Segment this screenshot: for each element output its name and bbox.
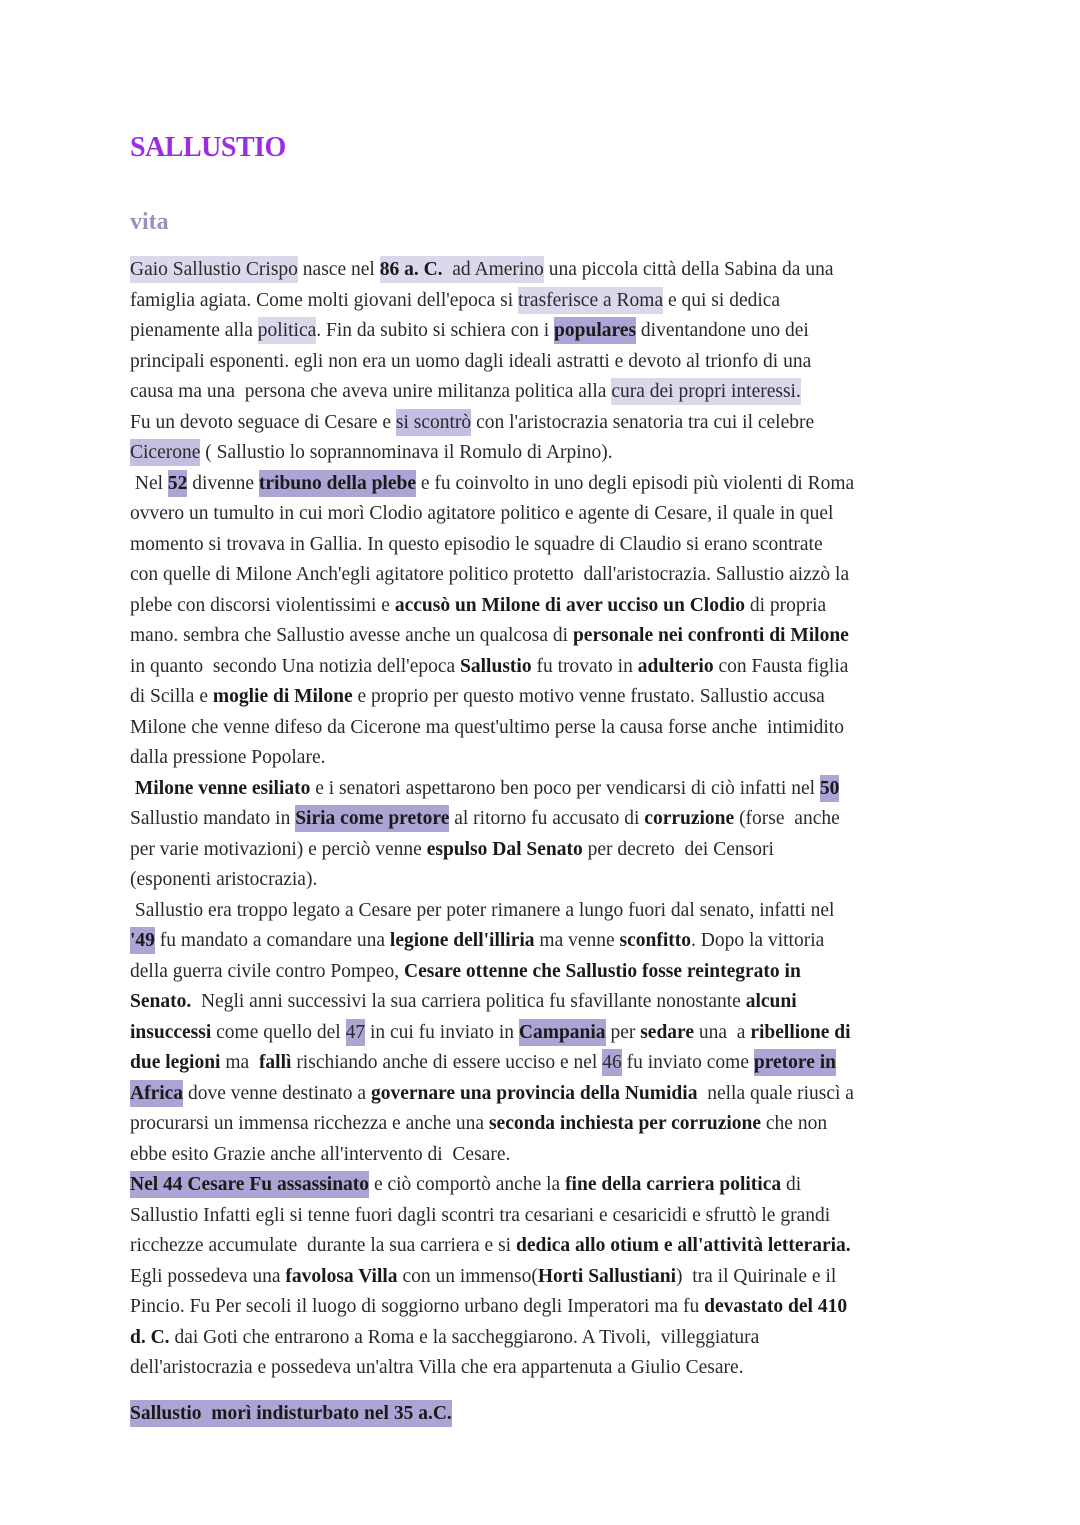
text-run: ricchezze accumulate durante la sua carriera e si: [130, 1235, 516, 1256]
bold-text: adulterio: [637, 655, 714, 677]
text-run: causa ma una persona che aveva unire militanza politica alla: [130, 381, 612, 402]
text-line: [130, 1292, 1030, 1323]
highlighted-text: 46: [602, 1049, 622, 1076]
text-line: [130, 1140, 1030, 1171]
highlighted-text: Cicerone: [130, 439, 200, 466]
text-run: della guerra civile contro Pompeo,: [130, 960, 404, 982]
text-line: [130, 713, 1030, 744]
text-run: per decreto dei Censori: [582, 838, 774, 860]
text-run: ) tra il Quirinale e il: [676, 1265, 837, 1287]
text-line: [130, 896, 1030, 927]
text-line: [130, 316, 1030, 347]
text-line: [130, 621, 1030, 652]
text-run: di Scilla e: [130, 686, 213, 707]
text-line: [130, 438, 1030, 469]
text-run: ma venne: [534, 930, 620, 951]
bold-text: favolosa Villa: [285, 1265, 398, 1287]
text-run: principali esponenti. egli non era un uomo dagli ideali astratti e devoto al trionfo di una: [130, 350, 812, 372]
highlighted-text: 86 a. C.: [380, 256, 453, 283]
text-run: ( Sallustio lo soprannominava il Romulo di Arpino).: [200, 442, 613, 463]
text-run: dove venne destinato a: [183, 1082, 371, 1104]
bold-text: fine della carriera politica: [565, 1174, 782, 1195]
text-line: [130, 408, 1030, 439]
text-run: per varie motivazioni) e perciò venne: [130, 838, 427, 860]
text-run: ebbe esito Grazie anche all'intervento di Cesare.: [130, 1143, 511, 1165]
text-run: dai Goti che entrarono a Roma e la saccheggiarono. A Tivoli, villeggiatura: [169, 1326, 760, 1348]
text-line: [130, 1201, 1030, 1232]
highlighted-text: tribuno della plebe: [259, 470, 416, 497]
text-line: [130, 286, 1030, 317]
text-run: ovvero un tumulto in cui morì Clodio agitatore politico e agente di Cesare, il quale in quel: [130, 503, 834, 524]
bold-text: accusò un Milone di aver ucciso un Clodio: [394, 594, 745, 616]
text-line: [130, 1231, 1030, 1262]
text-line: [130, 1048, 1030, 1079]
bold-text: Cesare ottenne che Sallustio fosse reintegrato in: [404, 960, 801, 982]
highlighted-text: Africa: [130, 1080, 183, 1107]
text-line: [130, 1109, 1030, 1140]
highlighted-text: Siria come pretore: [295, 805, 449, 832]
bold-text: governare una provincia della Numidia: [370, 1082, 698, 1104]
text-run: nasce nel: [297, 259, 380, 280]
text-line: [130, 987, 1030, 1018]
highlighted-text: si scontrò: [396, 409, 471, 436]
bold-text: Milone venne esiliato: [134, 777, 311, 799]
text-line: [130, 499, 1030, 530]
text-line: [130, 682, 1030, 713]
text-run: con quelle di Milone Anch'egli agitatore politico protetto dall'aristocrazia. Sallustio aizzò la: [130, 564, 850, 585]
bold-text: legione dell'illiria: [389, 930, 535, 951]
bold-text: alcuni: [745, 991, 797, 1012]
text-line: [130, 926, 1030, 957]
text-run: e i senatori aspettarono ben poco per vendicarsi di ciò infatti nel: [310, 777, 820, 799]
text-run: Sallustio era troppo legato a Cesare per poter rimanere a lungo fuori dal senato, infatti nel: [130, 899, 835, 921]
text-run: una piccola città della Sabina da una: [543, 259, 834, 280]
text-run: e ciò comportò anche la: [369, 1174, 566, 1195]
text-run: pienamente alla: [130, 320, 258, 341]
text-run: in quanto secondo Una notizia dell'epoca: [130, 655, 461, 677]
bold-text: dedica allo otium e all'attività letteraria.: [515, 1235, 851, 1256]
section-heading: vita: [130, 209, 169, 235]
text-run: di: [781, 1174, 802, 1195]
text-run: come quello del: [211, 1021, 346, 1043]
bold-text: ribellione di: [750, 1021, 851, 1043]
text-line: [130, 1018, 1030, 1049]
bold-text: due legioni: [130, 1052, 221, 1073]
text-run: (esponenti aristocrazia).: [130, 869, 318, 890]
bold-text: corruzione: [644, 808, 735, 829]
highlighted-text: Sallustio morì indisturbato nel 35 a.C.: [130, 1400, 452, 1427]
text-line: [130, 1170, 1030, 1201]
text-run: ma: [220, 1052, 259, 1073]
bold-text: sconfitto: [619, 930, 692, 951]
bold-text: Horti Sallustiani: [537, 1265, 676, 1287]
bold-text: Senato.: [130, 991, 192, 1012]
text-line: [130, 560, 1030, 591]
text-run: una a: [694, 1021, 751, 1043]
text-run: con un immenso(: [397, 1265, 538, 1287]
text-run: . Fin da subito si schiera con i: [316, 320, 555, 341]
closing-line: [130, 1399, 452, 1429]
highlighted-text: Gaio Sallustio Crispo: [130, 256, 298, 283]
bold-text: seconda inchiesta per corruzione: [488, 1113, 762, 1134]
text-line: [130, 377, 1030, 408]
bold-text: espulso Dal Senato: [426, 838, 583, 860]
highlighted-text: pretore in: [754, 1049, 836, 1076]
text-run: Nel: [130, 472, 168, 494]
text-run: momento si trovava in Gallia. In questo episodio le squadre di Claudio si erano scontrate: [130, 533, 823, 555]
highlighted-text: Nel 44 Cesare Fu assassinato: [130, 1171, 369, 1198]
text-line: [130, 1262, 1030, 1293]
text-line: [130, 865, 1030, 896]
bold-text: devastato del 410: [704, 1296, 848, 1317]
text-line: [130, 743, 1030, 774]
bold-text: Sallustio: [460, 655, 532, 677]
highlighted-text: '49: [130, 927, 155, 954]
highlighted-text: ad Amerino: [452, 256, 544, 283]
text-run: e fu coinvolto in uno degli episodi più violenti di Roma: [416, 472, 855, 494]
text-run: in cui fu inviato in: [365, 1021, 519, 1043]
text-run: Sallustio mandato in: [130, 808, 296, 829]
text-run: fu mandato a comandare una: [154, 930, 390, 951]
text-line: [130, 347, 1030, 378]
highlighted-text: politica: [258, 317, 316, 344]
text-run: Milone che venne difeso da Cicerone ma quest'ultimo perse la causa forse anche intimidito: [130, 716, 844, 738]
text-run: per: [605, 1021, 641, 1043]
text-line: [130, 1353, 1030, 1384]
document-title: SALLUSTIO: [130, 132, 286, 163]
text-run: che non: [761, 1113, 828, 1134]
text-line: [130, 1323, 1030, 1354]
text-run: (forse anche: [734, 808, 840, 829]
text-run: plebe con discorsi violentissimi e: [130, 594, 395, 616]
bold-text: insuccessi: [130, 1021, 212, 1043]
text-run: fu inviato come: [621, 1052, 754, 1073]
highlighted-text: 47: [346, 1019, 366, 1046]
bold-text: fallì: [258, 1052, 292, 1073]
text-line: [130, 804, 1030, 835]
text-run: Pincio. Fu Per secoli il luogo di soggiorno urbano degli Imperatori ma fu: [130, 1296, 705, 1317]
text-run: fu trovato in: [531, 655, 638, 677]
text-line: [130, 1079, 1030, 1110]
text-run: rischiando anche di essere ucciso e nel: [291, 1052, 603, 1073]
text-line: [130, 530, 1030, 561]
text-run: mano. sembra che Sallustio avesse anche un qualcosa di: [130, 625, 573, 646]
text-run: nella quale riuscì a: [697, 1082, 854, 1104]
bold-text: sedare: [640, 1021, 695, 1043]
highlighted-text: 50: [820, 775, 840, 802]
highlighted-text: cura dei propri interessi.: [611, 378, 801, 405]
text-run: Sallustio Infatti egli si tenne fuori dagli scontri tra cesariani e cesaricidi e sfruttò le grandi: [130, 1204, 831, 1226]
text-run: e proprio per questo motivo venne frustato. Sallustio accusa: [352, 686, 825, 707]
bold-text: personale nei confronti di Milone: [572, 625, 849, 646]
text-line: [130, 591, 1030, 622]
text-line: [130, 652, 1030, 683]
text-run: famiglia agiata. Come molti giovani dell'epoca si: [130, 289, 518, 311]
bold-text: d. C.: [130, 1326, 170, 1348]
text-line: [130, 957, 1030, 988]
text-run: al ritorno fu accusato di: [449, 808, 645, 829]
highlighted-text: Campania: [519, 1019, 606, 1046]
text-line: [130, 469, 1030, 500]
highlighted-text: 52: [168, 470, 188, 497]
text-run: e qui si dedica: [663, 289, 781, 311]
text-run: con l'aristocrazia senatoria tra cui il celebre: [471, 411, 815, 433]
text-run: con Fausta figlia: [713, 655, 849, 677]
text-run: . Dopo la vittoria: [691, 930, 825, 951]
text-run: di propria: [744, 594, 827, 616]
text-run: diventandone uno dei: [636, 320, 809, 341]
text-run: Fu un devoto seguace di Cesare e: [130, 411, 396, 433]
text-line: [130, 835, 1030, 866]
document-body: [130, 255, 1030, 1384]
text-run: procurarsi un immensa ricchezza e anche una: [130, 1113, 489, 1134]
text-run: dalla pressione Popolare.: [130, 747, 326, 768]
text-line: [130, 255, 1030, 286]
text-run: dell'aristocrazia e possedeva un'altra Villa che era appartenuta a Giulio Cesare.: [130, 1357, 744, 1378]
highlighted-text: populares: [554, 317, 636, 344]
text-line: [130, 774, 1030, 805]
bold-text: moglie di Milone: [212, 686, 353, 707]
text-run: Negli anni successivi la sua carriera politica fu sfavillante nonostante: [191, 991, 746, 1012]
highlighted-text: trasferisce a Roma: [518, 287, 663, 314]
text-run: Egli possedeva una: [130, 1265, 286, 1287]
text-run: divenne: [187, 472, 259, 494]
